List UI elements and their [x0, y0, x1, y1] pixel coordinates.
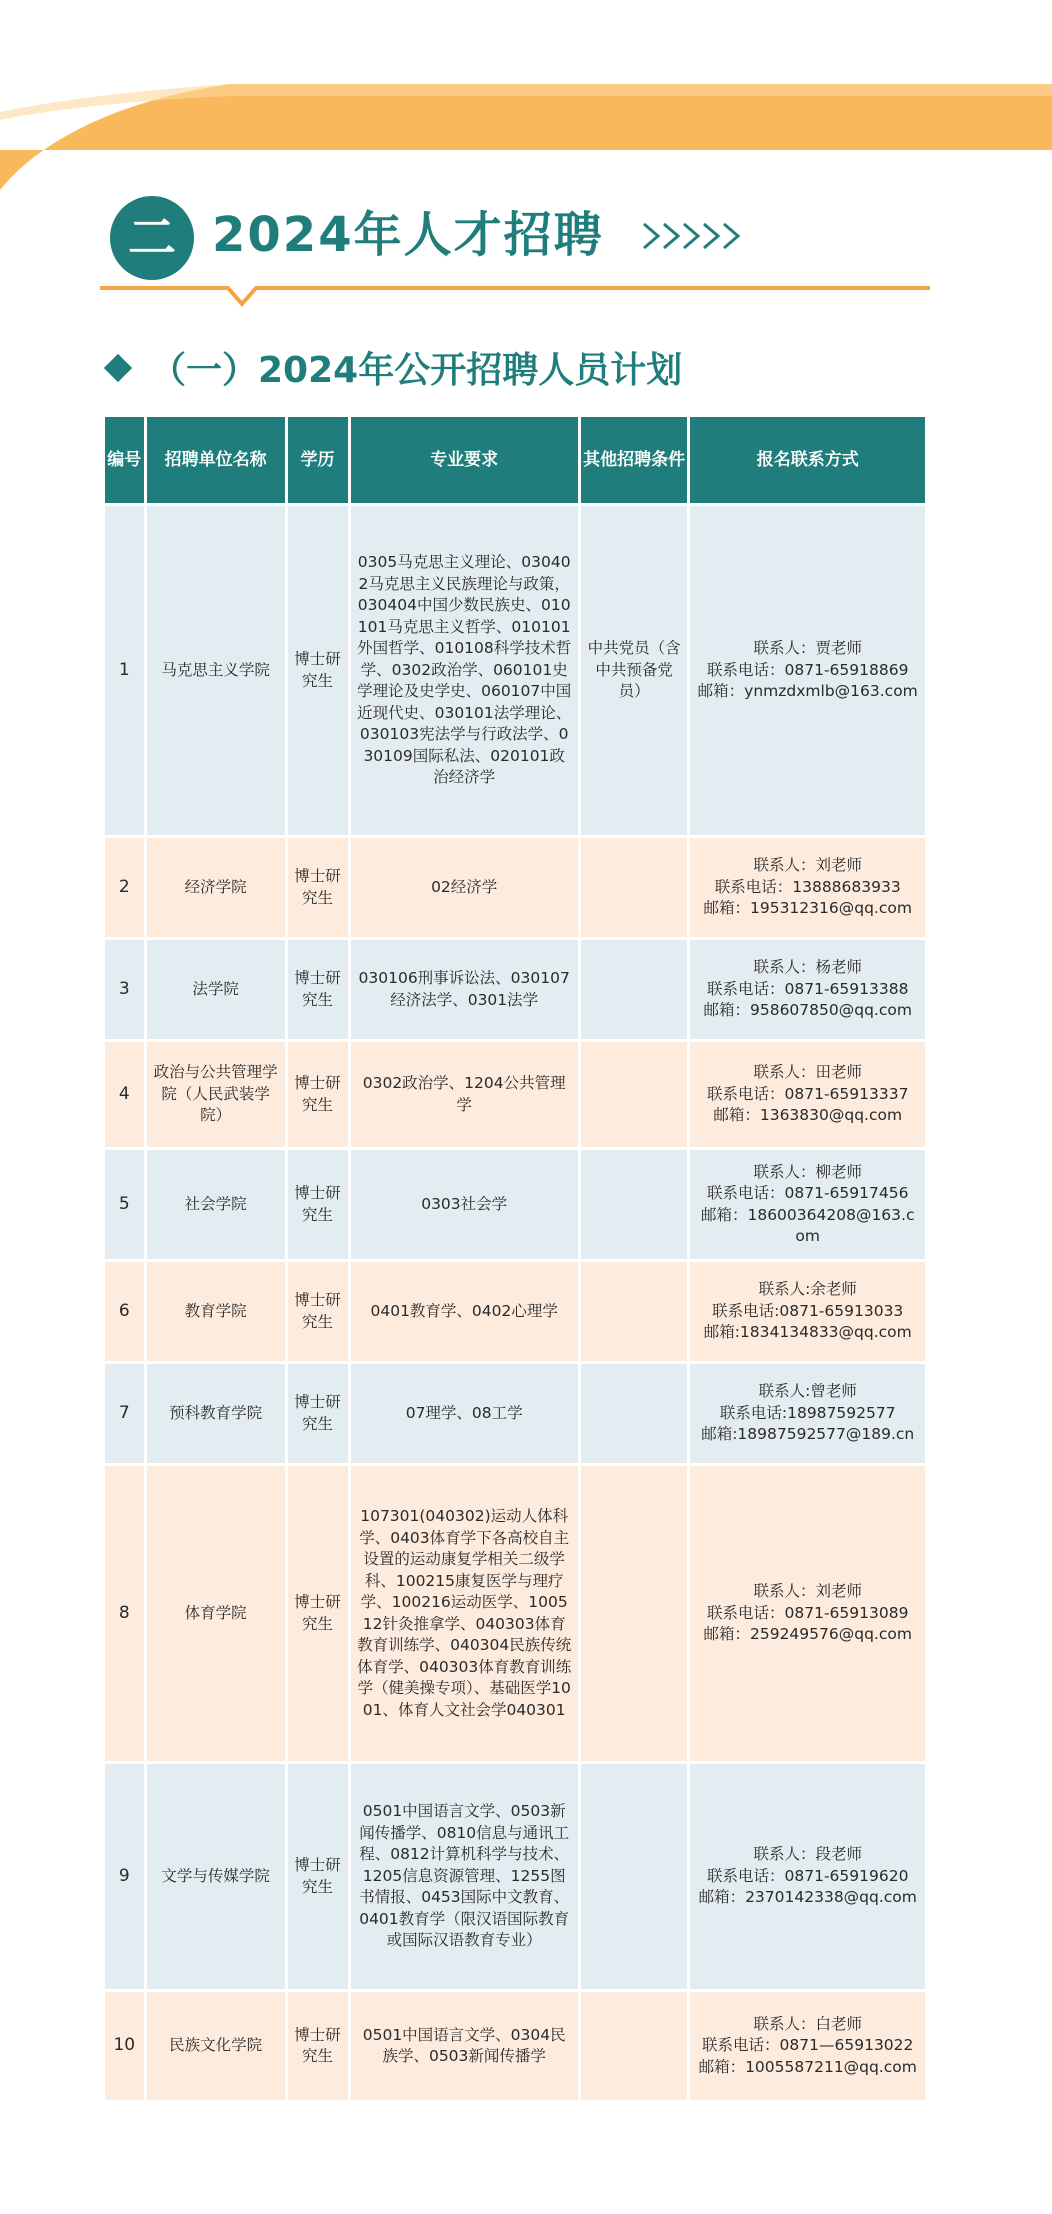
- contact-phone: 联系电话：0871-65913089: [707, 1603, 909, 1622]
- contact-person: 联系人：贾老师: [753, 639, 862, 658]
- contact-phone: 联系电话：0871-65913388: [707, 979, 909, 998]
- cell-degree: 博士研究生: [288, 940, 348, 1039]
- contact-email: 邮箱：1363830@qq.com: [713, 1106, 903, 1125]
- cell-major: 0302政治学、1204公共管理学: [351, 1042, 578, 1147]
- cell-other: [581, 1150, 688, 1259]
- cell-no: 2: [105, 838, 144, 937]
- contact-email: 邮箱：1005587211@qq.com: [698, 2057, 917, 2076]
- table-header-row: [105, 417, 925, 503]
- cell-no: 7: [105, 1364, 144, 1463]
- header-banner: [0, 0, 1052, 190]
- cell-major: 0305马克思主义理论、030402马克思主义民族理论与政策，030404中国少数民族史、010101马克思主义哲学、010101外国哲学、010108科学技术哲学、0302政治学、060101史学理论及史学史、060107中国近现代史、030101法学理论、030103宪法学与行政法学、030109国际私法、020101政治经济学: [351, 506, 578, 835]
- contact-email: 邮箱:18987592577@189.cn: [701, 1425, 915, 1444]
- recruitment-table: [102, 414, 928, 2103]
- cell-contact: [690, 1042, 925, 1147]
- contact-email: 邮箱：ynmzdxmlb@163.com: [697, 682, 918, 701]
- cell-degree: 博士研究生: [288, 838, 348, 937]
- cell-unit: 马克思主义学院: [147, 506, 285, 835]
- cell-major: 07理学、08工学: [351, 1364, 578, 1463]
- header-other: 其他招聘条件: [581, 417, 688, 503]
- cell-major: 107301(040302)运动人体科学、0403体育学下各高校自主设置的运动康复学相关二级学科、100215康复医学与理疗学、100216运动医学、100512针灸推拿学、040303体育教育训练学、040304民族传统体育学、040303体育教育训练学（健美操专项）、基础医学1001、体育人文社会学040301: [351, 1466, 578, 1761]
- cell-contact: [690, 1150, 925, 1259]
- cell-degree: 博士研究生: [288, 1992, 348, 2100]
- cell-no: 1: [105, 506, 144, 835]
- contact-phone: 联系电话：0871-65913337: [707, 1084, 909, 1103]
- title-divider: [100, 282, 930, 322]
- table-row: [105, 940, 925, 1039]
- contact-person: 联系人：柳老师: [753, 1162, 862, 1181]
- cell-contact: [690, 940, 925, 1039]
- contact-email: 邮箱：2370142338@qq.com: [698, 1888, 917, 1907]
- table-row: [105, 1262, 925, 1361]
- cell-other: [581, 1364, 688, 1463]
- cell-unit: 文学与传媒学院: [147, 1764, 285, 1989]
- cell-contact: [690, 1764, 925, 1989]
- cell-other: [581, 1262, 688, 1361]
- contact-person: 联系人：田老师: [753, 1063, 862, 1082]
- cell-contact: [690, 506, 925, 835]
- cell-degree: 博士研究生: [288, 1042, 348, 1147]
- contact-phone: 联系电话:0871-65913033: [712, 1301, 904, 1320]
- recruitment-table-wrapper: [102, 414, 928, 2103]
- cell-no: 10: [105, 1992, 144, 2100]
- cell-unit: 政治与公共管理学院（人民武装学院）: [147, 1042, 285, 1147]
- contact-phone: 联系电话：13888683933: [714, 877, 901, 896]
- cell-major: 0303社会学: [351, 1150, 578, 1259]
- cell-unit: 民族文化学院: [147, 1992, 285, 2100]
- cell-degree: 博士研究生: [288, 1150, 348, 1259]
- cell-major: 0501中国语言文学、0304民族学、0503新闻传播学: [351, 1992, 578, 2100]
- cell-unit: 社会学院: [147, 1150, 285, 1259]
- cell-contact: [690, 838, 925, 937]
- chevrons-icon: [640, 218, 770, 254]
- contact-phone: 联系电话：0871-65919620: [707, 1866, 909, 1885]
- cell-other: [581, 1764, 688, 1989]
- cell-degree: 博士研究生: [288, 1262, 348, 1361]
- cell-contact: [690, 1262, 925, 1361]
- section-title: [100, 346, 682, 396]
- section-title-text: （一）2024年公开招聘人员计划: [150, 350, 683, 391]
- cell-no: 9: [105, 1764, 144, 1989]
- contact-phone: 联系电话：0871—65913022: [702, 2036, 914, 2055]
- contact-person: 联系人：白老师: [753, 2014, 862, 2033]
- contact-email: 邮箱:1834134833@qq.com: [703, 1323, 912, 1342]
- contact-email: 邮箱：259249576@qq.com: [703, 1625, 912, 1644]
- contact-person: 联系人：杨老师: [753, 958, 862, 977]
- contact-person: 联系人:余老师: [758, 1280, 857, 1299]
- contact-person: 联系人:曾老师: [758, 1382, 857, 1401]
- table-row: [105, 1042, 925, 1147]
- contact-phone: 联系电话：0871-65917456: [707, 1184, 909, 1202]
- cell-other: [581, 940, 688, 1039]
- table-row: [105, 838, 925, 937]
- cell-major: 0401教育学、0402心理学: [351, 1262, 578, 1361]
- table-row: [105, 1150, 925, 1259]
- header-no: 编号: [105, 417, 144, 503]
- page-title: 2024年人才招聘: [212, 207, 604, 263]
- cell-contact: [690, 1992, 925, 2100]
- contact-phone: 联系电话：0871-65918869: [707, 660, 909, 679]
- table-row: [105, 1992, 925, 2100]
- cell-no: 8: [105, 1466, 144, 1761]
- header-unit: 招聘单位名称: [147, 417, 285, 503]
- cell-major: 0501中国语言文学、0503新闻传播学、0810信息与通讯工程、0812计算机科学与技术、1205信息资源管理、1255图书情报、0453国际中文教育、0401教育学（限汉语国际教育或国际汉语教育专业）: [351, 1764, 578, 1989]
- cell-degree: 博士研究生: [288, 1466, 348, 1761]
- cell-unit: 法学院: [147, 940, 285, 1039]
- cell-other: [581, 1466, 688, 1761]
- diamond-icon: [104, 354, 132, 382]
- contact-person: 联系人：刘老师: [753, 1582, 862, 1601]
- table-row: [105, 1466, 925, 1761]
- cell-other: 中共党员（含中共预备党员）: [581, 506, 688, 835]
- cell-major: 02经济学: [351, 838, 578, 937]
- cell-contact: [690, 1466, 925, 1761]
- contact-person: 联系人：段老师: [753, 1845, 862, 1864]
- contact-email: 邮箱：195312316@qq.com: [703, 899, 912, 918]
- cell-no: 4: [105, 1042, 144, 1147]
- cell-other: [581, 1042, 688, 1147]
- cell-contact: [690, 1364, 925, 1463]
- cell-other: [581, 1992, 688, 2100]
- header-degree: 学历: [288, 417, 348, 503]
- contact-email: 邮箱：958607850@qq.com: [703, 1001, 912, 1020]
- cell-other: [581, 838, 688, 937]
- cell-no: 6: [105, 1262, 144, 1361]
- section-number: 二: [127, 210, 176, 266]
- cell-degree: 博士研究生: [288, 506, 348, 835]
- contact-email: 邮箱：18600364208@163.com: [700, 1205, 915, 1245]
- cell-degree: 博士研究生: [288, 1364, 348, 1463]
- header-contact: 报名联系方式: [690, 417, 925, 503]
- contact-person: 联系人：刘老师: [753, 856, 862, 875]
- cell-no: 3: [105, 940, 144, 1039]
- header-major: 专业要求: [351, 417, 578, 503]
- table-row: [105, 1764, 925, 1989]
- cell-unit: 预科教育学院: [147, 1364, 285, 1463]
- table-row: [105, 506, 925, 835]
- cell-degree: 博士研究生: [288, 1764, 348, 1989]
- cell-unit: 体育学院: [147, 1466, 285, 1761]
- cell-unit: 经济学院: [147, 838, 285, 937]
- cell-unit: 教育学院: [147, 1262, 285, 1361]
- section-number-badge: [110, 196, 194, 280]
- cell-major: 030106刑事诉讼法、030107经济法学、0301法学: [351, 940, 578, 1039]
- table-row: [105, 1364, 925, 1463]
- cell-no: 5: [105, 1150, 144, 1259]
- contact-phone: 联系电话:18987592577: [719, 1403, 896, 1422]
